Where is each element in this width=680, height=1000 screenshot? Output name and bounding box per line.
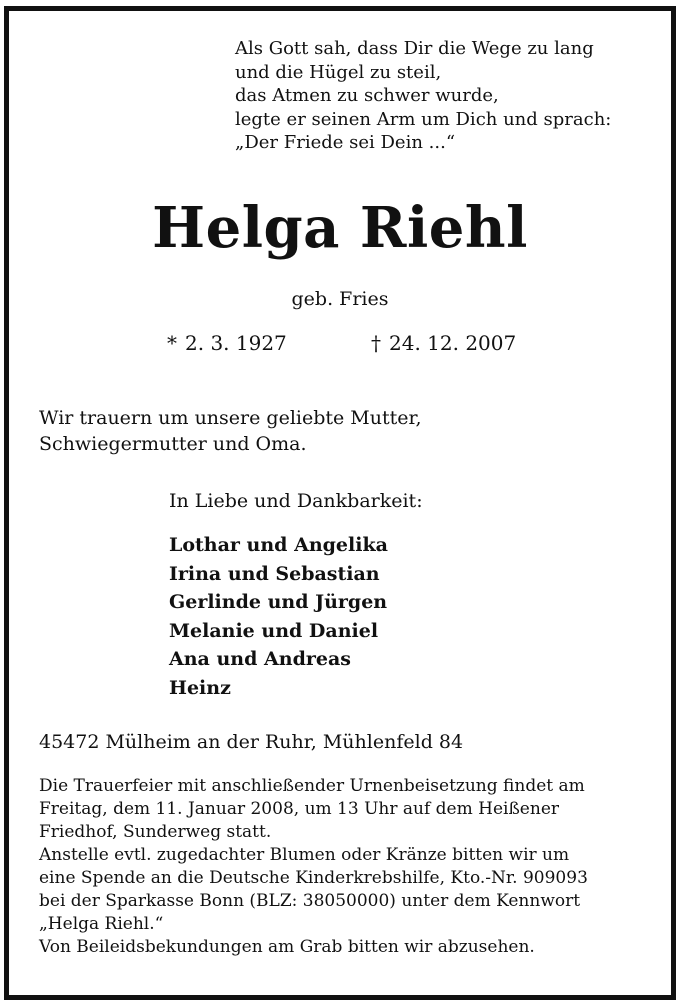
details-line: Freitag, dem 11. Januar 2008, um 13 Uhr auf dem Heißener xyxy=(39,799,560,819)
mourning-text xyxy=(39,405,422,457)
details-line: „Helga Riehl.“ xyxy=(39,914,164,934)
death-cross-icon: † xyxy=(371,331,381,355)
family-member: Gerlinde und Jürgen xyxy=(169,591,388,614)
birth-date-line xyxy=(167,331,287,355)
family-list xyxy=(169,531,388,703)
family-member: Lothar und Angelika xyxy=(169,534,388,556)
funeral-details xyxy=(39,775,588,959)
birth-star-icon: * xyxy=(167,331,177,355)
details-line: Friedhof, Sunderweg statt. xyxy=(39,822,272,842)
details-line: Anstelle evtl. zugedachter Blumen oder Kränze bitten wir um xyxy=(39,845,570,865)
details-line: bei der Sparkasse Bonn (BLZ: 38050000) unter dem Kennwort xyxy=(39,891,581,911)
details-line: Von Beileidsbekundungen am Grab bitten wir abzusehen. xyxy=(39,937,535,957)
birth-date: 2. 3. 1927 xyxy=(185,331,287,355)
poem-line: „Der Friede sei Dein ...“ xyxy=(235,132,456,153)
death-date: 24. 12. 2007 xyxy=(389,331,517,355)
obituary-notice xyxy=(4,6,676,1000)
poem-line: und die Hügel zu steil, xyxy=(235,61,442,83)
mourning-line: Schwiegermutter und Oma. xyxy=(39,433,307,455)
poem-line: Als Gott sah, dass Dir die Wege zu lang xyxy=(235,38,594,59)
family-member: Heinz xyxy=(169,676,231,699)
poem-line: legte er seinen Arm um Dich und sprach: xyxy=(235,108,612,130)
mourning-line: Wir trauern um unsere geliebte Mutter, xyxy=(39,407,422,429)
family-member: Ana und Andreas xyxy=(169,648,351,671)
details-line: Die Trauerfeier mit anschließender Urnenbeisetzung findet am xyxy=(39,776,585,796)
family-member: Irina und Sebastian xyxy=(169,562,380,585)
gratitude-line: In Liebe und Dankbarkeit: xyxy=(169,490,423,512)
details-line: eine Spende an die Deutsche Kinderkrebshilfe, Kto.-Nr. 909093 xyxy=(39,868,588,888)
death-date-line xyxy=(371,331,516,355)
deceased-name: Helga Riehl xyxy=(152,195,528,261)
family-member: Melanie und Daniel xyxy=(169,619,379,642)
address: 45472 Mülheim an der Ruhr, Mühlenfeld 84 xyxy=(39,731,464,753)
birth-name: geb. Fries xyxy=(291,288,389,310)
poem xyxy=(235,37,611,155)
poem-line: das Atmen zu schwer wurde, xyxy=(235,85,499,106)
